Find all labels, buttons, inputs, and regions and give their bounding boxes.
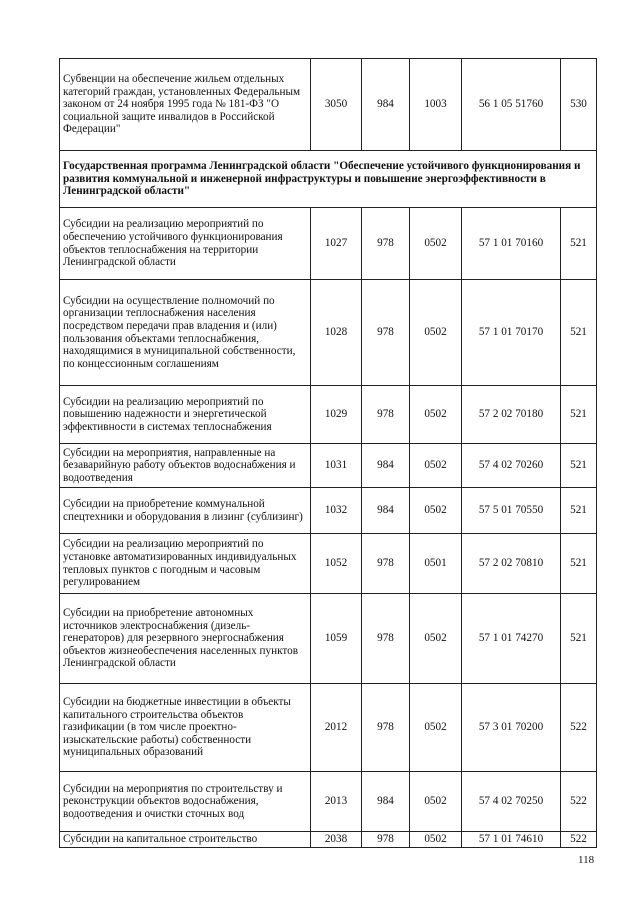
- row-csr: 57 2 02 70180: [462, 386, 561, 444]
- row-name: Субсидии на приобретение коммунальной спецтехники и оборудования в лизинг (сублизинг): [60, 488, 311, 534]
- row-name: Субвенции на обеспечение жильем отдельных категорий граждан, установленных Федеральным законом от 24 ноября 1995 года № 181-ФЗ "О социальной защите инвалидов в Российской Федерации": [60, 59, 311, 151]
- page-number: 118: [578, 854, 595, 866]
- row-vr: 521: [561, 280, 597, 386]
- row-code: 1031: [311, 444, 362, 488]
- row-grbs: 978: [362, 832, 410, 848]
- row-csr: 57 2 02 70810: [462, 534, 561, 594]
- row-section: 0501: [410, 534, 462, 594]
- table-row: [60, 534, 597, 594]
- row-grbs: 984: [362, 444, 410, 488]
- row-code: 1032: [311, 488, 362, 534]
- row-section: 0502: [410, 594, 462, 684]
- row-grbs: 984: [362, 488, 410, 534]
- row-vr: 521: [561, 208, 597, 280]
- row-vr: 521: [561, 444, 597, 488]
- table-row: [60, 684, 597, 772]
- row-name: Субсидии на реализацию мероприятий по обеспечению устойчивого функционирования объектов теплоснабжения на территории Ленинградской области: [60, 208, 311, 280]
- row-section: 0502: [410, 488, 462, 534]
- row-name: Субсидии на капитальное строительство: [60, 832, 311, 848]
- row-code: 2013: [311, 772, 362, 832]
- table-row: [60, 280, 597, 386]
- row-csr: 57 1 01 74270: [462, 594, 561, 684]
- row-code: 1059: [311, 594, 362, 684]
- row-vr: 522: [561, 684, 597, 772]
- row-section: 0502: [410, 280, 462, 386]
- budget-table-body: [60, 59, 597, 848]
- row-section: 0502: [410, 684, 462, 772]
- row-vr: 530: [561, 59, 597, 151]
- row-grbs: 978: [362, 534, 410, 594]
- program-heading: Государственная программа Ленинградской области "Обеспечение устойчивого функционирования и развития коммунальной и инженерной инфраструктуры и повышение энергоэффективности в Ленинградской области": [60, 151, 597, 208]
- row-vr: 521: [561, 488, 597, 534]
- table-row: [60, 772, 597, 832]
- row-vr: 521: [561, 386, 597, 444]
- table-row: [60, 59, 597, 151]
- table-row: [60, 386, 597, 444]
- table-row: [60, 208, 597, 280]
- row-name: Субсидии на бюджетные инвестиции в объекты капитального строительства объектов газификации (в том числе проектно-изыскательские работы) собственности муниципальных образований: [60, 684, 311, 772]
- table-row: [60, 594, 597, 684]
- row-name: Субсидии на реализацию мероприятий по повышению надежности и энергетической эффективности в системах теплоснабжения: [60, 386, 311, 444]
- row-name: Субсидии на осуществление полномочий по организации теплоснабжения населения посредством передачи прав владения и (или) пользования объектами теплоснабжения, находящимися в муниципальной собственности, по концессионным соглашениям: [60, 280, 311, 386]
- row-grbs: 978: [362, 208, 410, 280]
- row-name: Субсидии на приобретение автономных источников электроснабжения (дизель-генераторов) для резервного энергоснабжения объектов жизнеобеспечения населенных пунктов Ленинградской области: [60, 594, 311, 684]
- row-name: Субсидии на мероприятия по строительству и реконструкции объектов водоснабжения, водоотведения и очистки сточных вод: [60, 772, 311, 832]
- row-code: 1027: [311, 208, 362, 280]
- row-code: 2012: [311, 684, 362, 772]
- row-name: Субсидии на реализацию мероприятий по установке автоматизированных индивидуальных тепловых пунктов с погодным и часовым регулированием: [60, 534, 311, 594]
- row-csr: 57 4 02 70250: [462, 772, 561, 832]
- row-csr: 57 3 01 70200: [462, 684, 561, 772]
- row-code: 1052: [311, 534, 362, 594]
- row-grbs: 978: [362, 386, 410, 444]
- row-vr: 522: [561, 832, 597, 848]
- row-vr: 521: [561, 594, 597, 684]
- budget-table: [59, 58, 597, 848]
- row-csr: 57 1 01 70170: [462, 280, 561, 386]
- row-section: 1003: [410, 59, 462, 151]
- row-vr: 522: [561, 772, 597, 832]
- row-code: 1029: [311, 386, 362, 444]
- table-row-section: [60, 151, 597, 208]
- row-csr: 57 1 01 74610: [462, 832, 561, 848]
- row-section: 0502: [410, 772, 462, 832]
- row-csr: 56 1 05 51760: [462, 59, 561, 151]
- row-grbs: 978: [362, 280, 410, 386]
- row-vr: 521: [561, 534, 597, 594]
- row-csr: 57 1 01 70160: [462, 208, 561, 280]
- row-grbs: 978: [362, 684, 410, 772]
- row-csr: 57 5 01 70550: [462, 488, 561, 534]
- row-grbs: 984: [362, 59, 410, 151]
- row-section: 0502: [410, 832, 462, 848]
- row-section: 0502: [410, 208, 462, 280]
- row-section: 0502: [410, 444, 462, 488]
- table-row: [60, 444, 597, 488]
- table-row: [60, 488, 597, 534]
- row-name: Субсидии на мероприятия, направленные на безаварийную работу объектов водоснабжения и водоотведения: [60, 444, 311, 488]
- row-grbs: 984: [362, 772, 410, 832]
- row-code: 3050: [311, 59, 362, 151]
- row-code: 2038: [311, 832, 362, 848]
- table-row: [60, 832, 597, 848]
- row-section: 0502: [410, 386, 462, 444]
- row-code: 1028: [311, 280, 362, 386]
- row-grbs: 978: [362, 594, 410, 684]
- row-csr: 57 4 02 70260: [462, 444, 561, 488]
